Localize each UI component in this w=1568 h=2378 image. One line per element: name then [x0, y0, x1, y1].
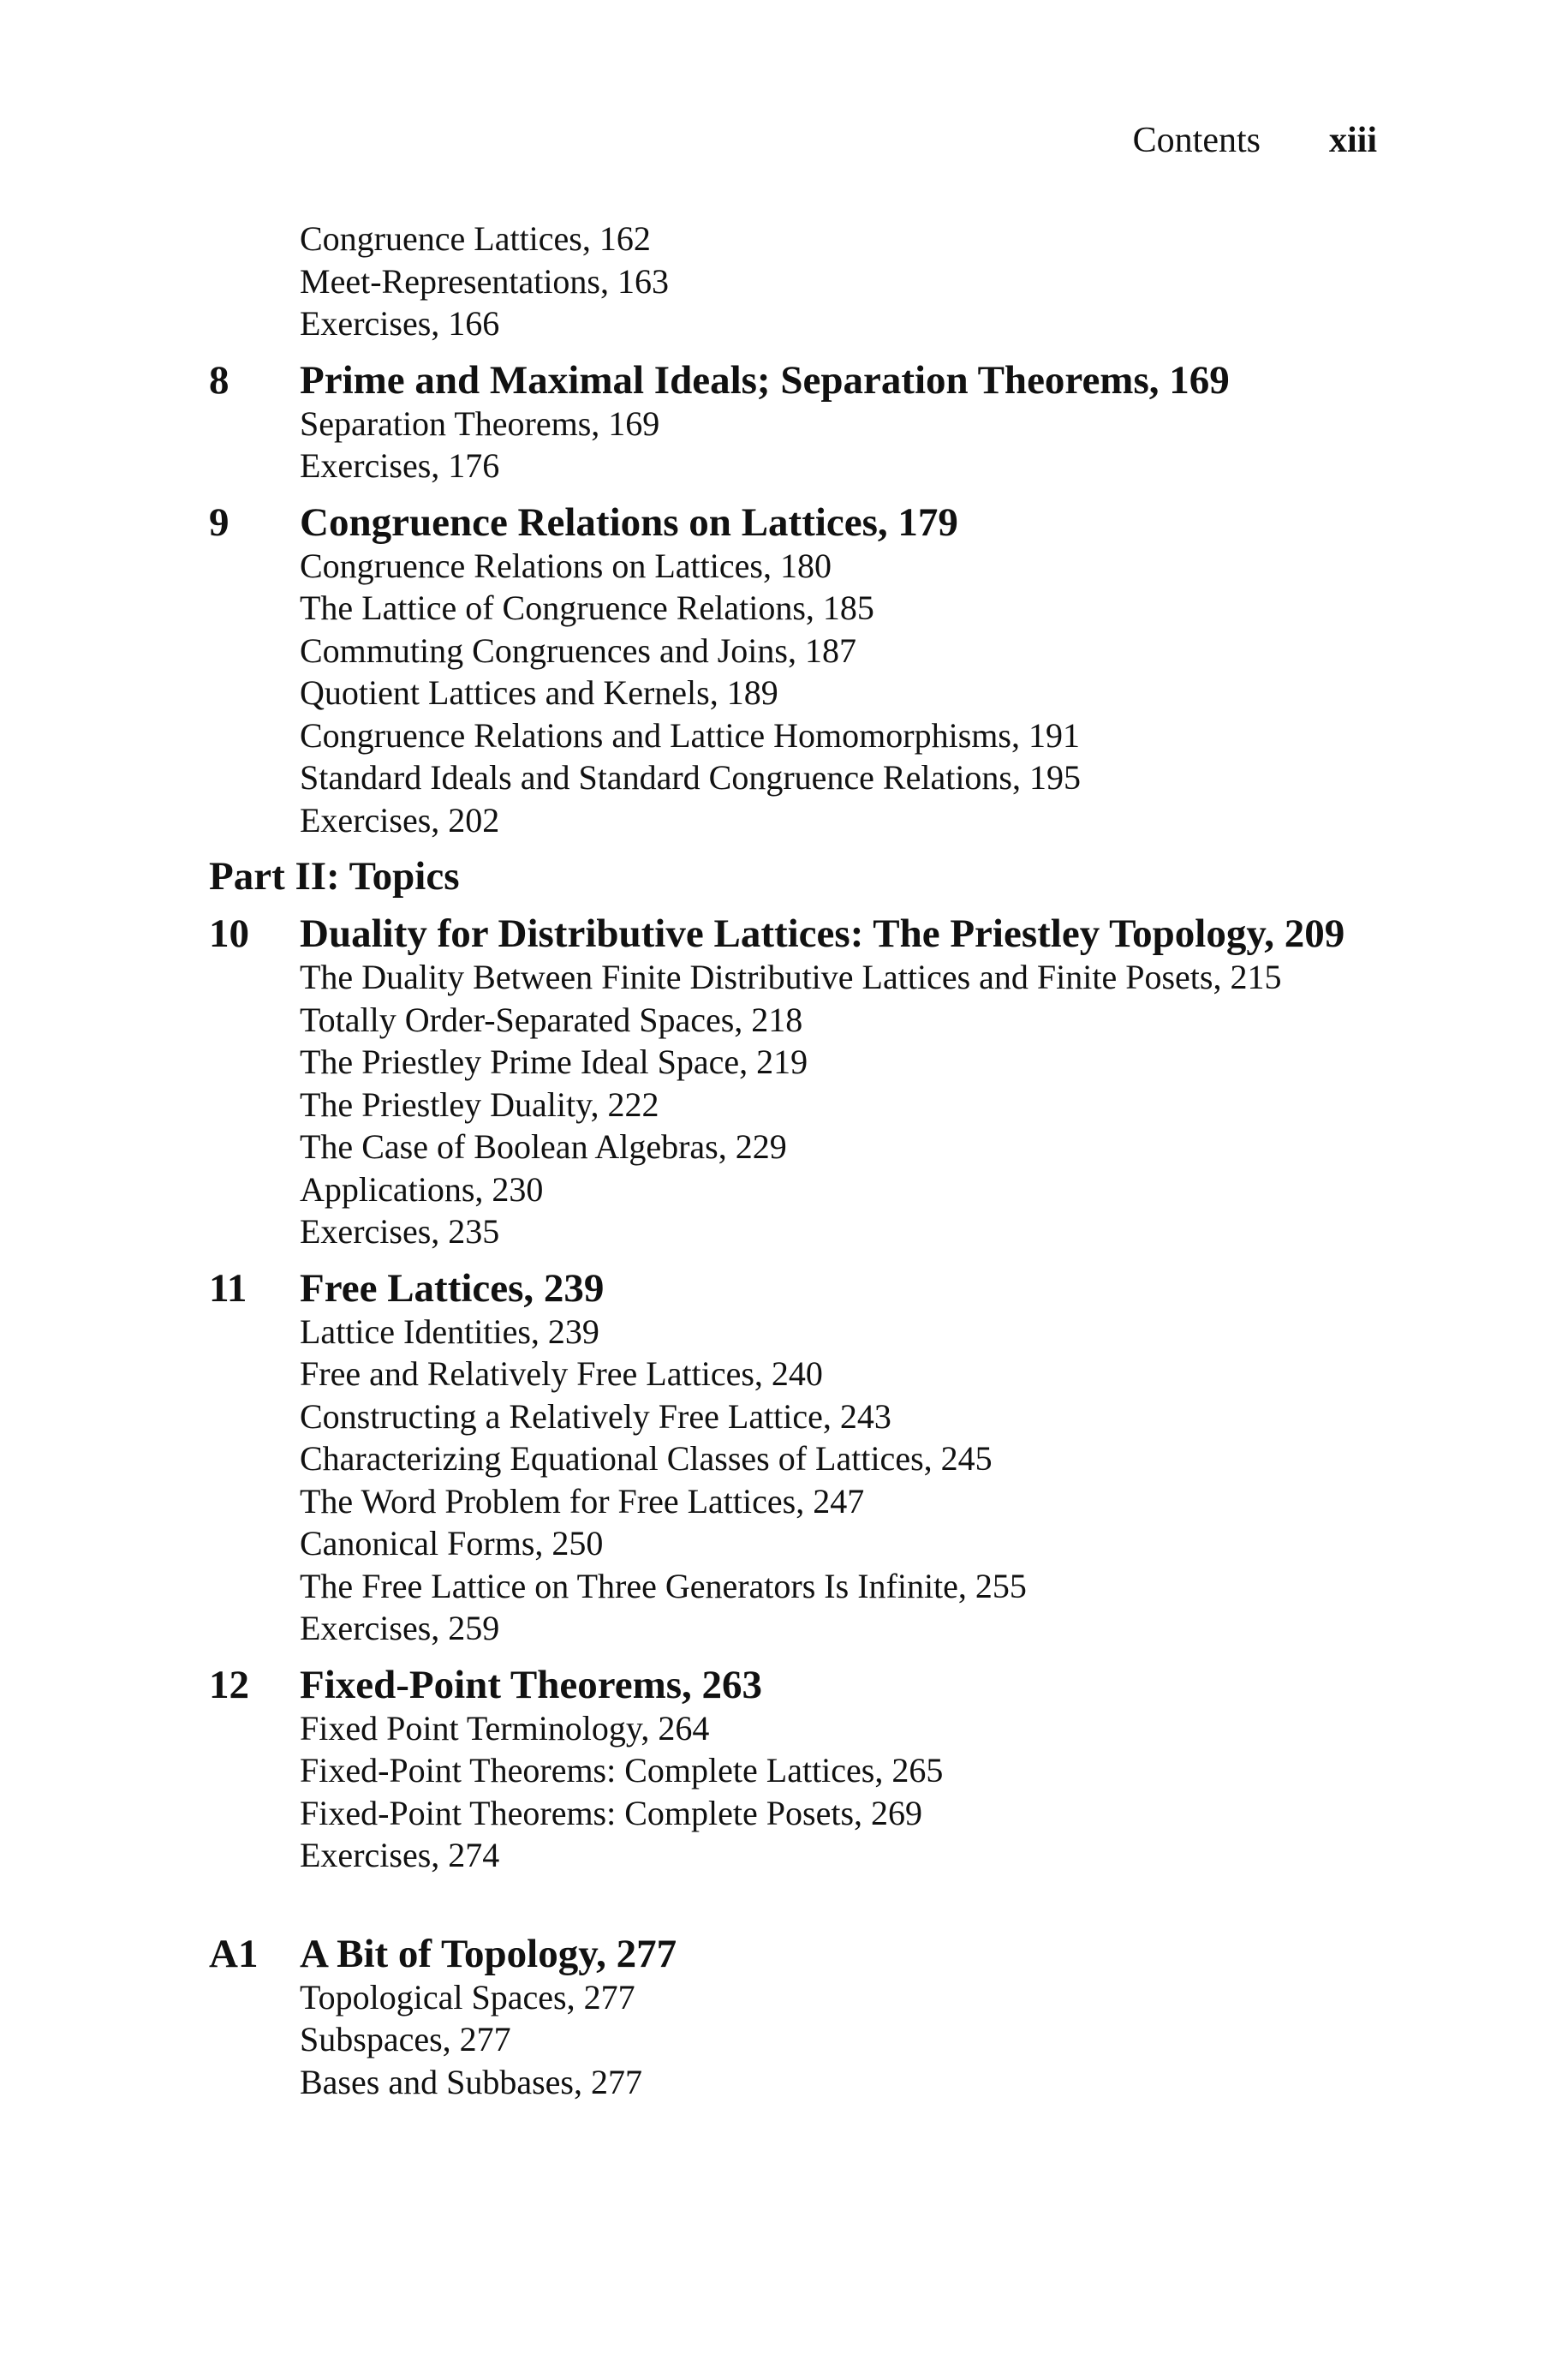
chapter-heading — [209, 358, 1408, 403]
chapter-heading — [209, 1266, 1408, 1311]
chapter-heading — [209, 911, 1408, 956]
toc-entry: The Word Problem for Free Lattices, 247 — [300, 1481, 865, 1521]
section-list — [209, 956, 1408, 1253]
toc-entry: Fixed-Point Theorems: Complete Posets, 269 — [300, 1793, 923, 1832]
toc-entry: The Lattice of Congruence Relations, 185 — [300, 589, 874, 627]
chapter-number: 11 — [209, 1265, 247, 1311]
chapter-title: Congruence Relations on Lattices, 179 — [300, 499, 958, 545]
section-list — [209, 218, 1408, 345]
running-head — [856, 115, 1377, 166]
toc-entry: The Free Lattice on Three Generators Is Infinite, 255 — [300, 1566, 1027, 1605]
toc-entry: Fixed-Point Theorems: Complete Lattices, 265 — [300, 1751, 944, 1789]
continued-chapter — [209, 218, 1408, 345]
table-of-contents — [209, 218, 1408, 2103]
appendix-a1 — [209, 1932, 1408, 2104]
toc-entry: Canonical Forms, 250 — [300, 1524, 604, 1562]
chapter-number: 8 — [209, 357, 230, 403]
chapter-11 — [209, 1266, 1408, 1650]
toc-entry: Bases and Subbases, 277 — [300, 2062, 642, 2101]
chapter-8 — [209, 358, 1408, 487]
section-list — [209, 545, 1408, 842]
toc-entry: Meet-Representations, 163 — [300, 261, 669, 301]
toc-entry: Exercises, 259 — [300, 1609, 500, 1647]
toc-entry: Topological Spaces, 277 — [300, 1977, 635, 2017]
toc-entry: Free and Relatively Free Lattices, 240 — [300, 1354, 823, 1393]
toc-entry: The Duality Between Finite Distributive Lattices and Finite Posets, 215 — [300, 958, 1282, 996]
part-heading: Part II: Topics — [209, 854, 460, 899]
toc-entry: Exercises, 166 — [300, 304, 500, 343]
toc-entry: Exercises, 235 — [300, 1212, 500, 1251]
toc-entry: Quotient Lattices and Kernels, 189 — [300, 673, 778, 712]
section-list — [209, 1311, 1408, 1650]
page-number: xiii — [1328, 121, 1377, 160]
toc-entry: Subspaces, 277 — [300, 2020, 511, 2058]
section-list — [209, 1707, 1408, 1877]
running-head-title: Contents — [1132, 121, 1261, 160]
chapter-heading — [209, 500, 1408, 545]
toc-entry: Exercises, 202 — [300, 800, 500, 839]
chapter-12 — [209, 1663, 1408, 1877]
toc-entry: Characterizing Equational Classes of Lattices, 245 — [300, 1439, 993, 1478]
toc-entry: Congruence Lattices, 162 — [300, 219, 651, 258]
chapter-10 — [209, 911, 1408, 1253]
appendix-number: A1 — [209, 1931, 259, 1976]
chapter-heading — [209, 1932, 1408, 1976]
toc-entry: The Case of Boolean Algebras, 229 — [300, 1127, 787, 1166]
toc-entry: Commuting Congruences and Joins, 187 — [300, 630, 856, 670]
toc-entry: Congruence Relations on Lattices, 180 — [300, 546, 832, 585]
toc-entry: Fixed Point Terminology, 264 — [300, 1708, 710, 1748]
appendix-title: A Bit of Topology, 277 — [300, 1931, 677, 1976]
chapter-title: Fixed-Point Theorems, 263 — [300, 1662, 763, 1707]
chapter-title: Duality for Distributive Lattices: The Priestley Topology, 209 — [300, 911, 1345, 956]
toc-entry: Totally Order-Separated Spaces, 218 — [300, 1000, 803, 1039]
toc-entry: Lattice Identities, 239 — [300, 1311, 599, 1351]
toc-entry: Standard Ideals and Standard Congruence Relations, 195 — [300, 758, 1081, 797]
section-list — [209, 403, 1408, 487]
toc-entry: Exercises, 176 — [300, 446, 500, 485]
toc-entry: Exercises, 274 — [300, 1836, 500, 1874]
chapter-heading — [209, 1663, 1408, 1707]
chapter-number: 10 — [209, 911, 249, 956]
chapter-title: Free Lattices, 239 — [300, 1265, 605, 1311]
toc-entry: The Priestley Prime Ideal Space, 219 — [300, 1043, 808, 1081]
toc-entry: Congruence Relations and Lattice Homomorphisms, 191 — [300, 715, 1080, 755]
toc-entry: The Priestley Duality, 222 — [300, 1084, 659, 1124]
toc-entry: Separation Theorems, 169 — [300, 403, 660, 443]
chapter-9 — [209, 500, 1408, 842]
chapter-number: 9 — [209, 499, 230, 545]
chapter-number: 12 — [209, 1662, 249, 1707]
toc-entry: Applications, 230 — [300, 1169, 544, 1209]
chapter-title: Prime and Maximal Ideals; Separation Theorems, 169 — [300, 357, 1230, 403]
section-list — [209, 1976, 1408, 2104]
toc-entry: Constructing a Relatively Free Lattice, 243 — [300, 1396, 891, 1436]
